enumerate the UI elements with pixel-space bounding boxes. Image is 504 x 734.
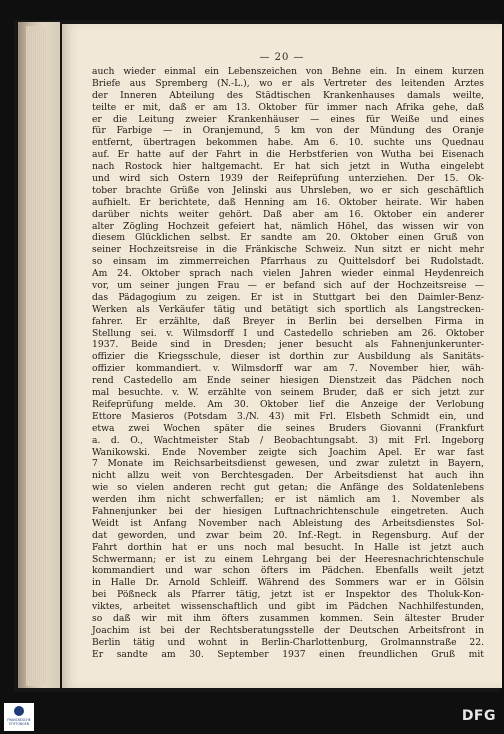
text-line: Reifeprüfung melde. Am 30. Oktober lief die Anzeige der Verlobung bbox=[92, 398, 484, 410]
text-line: 7 Monate im Reichsarbeitsdienst gewesen, und zwar zuletzt in Bayern, bbox=[92, 458, 484, 470]
text-line: 1937. Beide sind in Dresden; jener besucht als Fahnenjunkerunter- bbox=[92, 339, 484, 351]
logo-emblem-icon bbox=[14, 706, 24, 716]
text-line: Ettore Masieros (Potsdam 3./N. 43) mit Frl. Elsbeth Schmidt ein, und bbox=[92, 410, 484, 422]
text-line: und wird sich Ostern 1939 der Reifeprüfung unterziehen. Der 15. Ok- bbox=[92, 173, 484, 185]
text-line: so einsam im zimmerreichen Pfarrhaus zu Quittelsdorf bei Rudolstadt. bbox=[92, 256, 484, 268]
text-line: mal besuchte. v. W. erzählte von seinem Bruder, daß er sich jetzt zur bbox=[92, 387, 484, 399]
text-line: Er sandte am 30. September 1937 einen freundlichen Gruß mit bbox=[92, 648, 484, 660]
text-line: Schwermann; er ist zu einem Lehrgang bei der Heeresnachrichtenschule bbox=[92, 553, 484, 565]
text-line: Werken als Verkäufer tätig und betätigt sich sportlich als Langstrecken- bbox=[92, 303, 484, 315]
text-line: alter Zögling Hochzeit gefeiert hat, nämlich Höhel, das wissen wir von bbox=[92, 220, 484, 232]
text-line: rend Castedello am Ende seiner hiesigen Dienstzeit das Pädchen noch bbox=[92, 375, 484, 387]
text-line: fahrer. Er erzählte, daß Breyer in Berlin bei derselben Firma in bbox=[92, 315, 484, 327]
text-line: das Pädagogium zu zeigen. Er ist in Stuttgart bei den Daimler-Benz- bbox=[92, 291, 484, 303]
text-line: Wanikowski. Ende November zeigte sich Joachim Apel. Er war fast bbox=[92, 446, 484, 458]
text-line: darüber nichts weiter gehört. Daß aber am 16. Oktober ein anderer bbox=[92, 208, 484, 220]
logo-text-line2: STIFTUNGEN bbox=[8, 722, 30, 726]
text-line: tober brachte Grüße von Jelinski aus Uhrsleben, wo er sich geschäftlich bbox=[92, 184, 484, 196]
text-line: kommandiert und war schon öfters im Pädchen. Ebenfalls weilt jetzt bbox=[92, 565, 484, 577]
text-line: Joachim ist bei der Rechtsberatungsstelle der Deutschen Arbeitsfront in bbox=[92, 624, 484, 636]
page-number: — 20 — bbox=[259, 52, 305, 63]
text-line: dat geworden, und zwar beim 20. Inf.-Regt. in Regensburg. Auf der bbox=[92, 529, 484, 541]
text-line: etwa zwei Wochen später die seines Bruders Giovanni (Frankfurt bbox=[92, 422, 484, 434]
text-line: diesem Glücklichen selbst. Er sandte am 20. Oktober einen Gruß von bbox=[92, 232, 484, 244]
text-line: er die Leitung zweier Krankenhäuser — eines für Weiße und eines bbox=[92, 113, 484, 125]
text-line: bei Pößneck als Pfarrer tätig, jetzt ist er Inspektor des Tholuk-Kon- bbox=[92, 589, 484, 601]
text-line: offizier die Kriegsschule, dieser ist dorthin zur Ausbildung als Sanitäts- bbox=[92, 351, 484, 363]
text-line: Fahnenjunker bei der hiesigen Luftnachrichtenschule eingetreten. Auch bbox=[92, 505, 484, 517]
text-line: auch wieder einmal ein Lebenszeichen von Behne ein. In einem kurzen bbox=[92, 66, 484, 77]
page-edges bbox=[26, 26, 46, 686]
text-line: nach Rostock hier haltgemacht. Er hat sich jetzt in Wutha eingelebt bbox=[92, 161, 484, 173]
text-line: seiner Hochzeitsreise in die Fränkische Schweiz. Nun sitzt er nicht mehr bbox=[92, 244, 484, 256]
page-body-text bbox=[92, 66, 484, 660]
text-line: Fahrt dorthin hat er uns noch mal besucht. In Halle ist jetzt auch bbox=[92, 541, 484, 553]
text-line: entfernt, übertragen bekommen habe. Am 6. 10. suchte uns Quednau bbox=[92, 137, 484, 149]
text-line: wie so vielen anderen recht gut getan; die Anfänge des Soldatenlebens bbox=[92, 482, 484, 494]
text-line: auf. Er hatte auf der Fahrt in die Herbstferien von Wutha bei Eisenach bbox=[92, 149, 484, 161]
text-line: Weidt ist Anfang November nach Ableistung des Arbeitsdienstes Sol- bbox=[92, 517, 484, 529]
text-line: Am 24. Oktober sprach nach vielen Jahren wieder einmal Heydenreich bbox=[92, 268, 484, 280]
text-line: offizier kommandiert. v. Wilmsdorff war am 7. November hier, wäh- bbox=[92, 363, 484, 375]
viewer-footer bbox=[0, 702, 504, 734]
text-line: a. d. O., Wachtmeister Stab / Beobachtungsabt. 3) mit Frl. Ingeborg bbox=[92, 434, 484, 446]
text-line: so daß wir mit ihm öfters zusammen kommen. Sein ältester Bruder bbox=[92, 612, 484, 624]
text-line: aufhielt. Er berichtete, daß Henning am 16. Oktober heirate. Wir haben bbox=[92, 196, 484, 208]
dfg-logo[interactable]: DFG bbox=[461, 708, 496, 724]
text-line: viktes, arbeitet wissenschaftlich und gibt im Pädchen Nachhilfestunden, bbox=[92, 601, 484, 613]
franckesche-stiftungen-logo[interactable] bbox=[4, 703, 34, 731]
text-line: nicht allzu weit von Berchtesgaden. Der Arbeitsdienst hat auch ihn bbox=[92, 470, 484, 482]
text-line: der Inneren Abteilung des Städtischen Krankenhauses damals weilte, bbox=[92, 89, 484, 101]
text-line: teilte er mit, daß er am 13. Oktober für immer nach Afrika gehe, daß bbox=[92, 101, 484, 113]
text-line: werden ihm nicht schwerfallen; er ist nämlich am 1. November als bbox=[92, 494, 484, 506]
text-line: Berlin tätig und wohnt in Berlin-Charlottenburg, Grolmannstraße 22. bbox=[92, 636, 484, 648]
text-line: vor, um seiner jungen Frau — er befand sich auf der Hochzeitsreise — bbox=[92, 280, 484, 292]
text-line: für Farbige — in Oranjemund, 5 km von der Mündung des Oranje bbox=[92, 125, 484, 137]
text-line: Stellung sei. v. Wilmsdorff I und Castedello schrieben am 26. Oktober bbox=[92, 327, 484, 339]
text-line: Briefe aus Spremberg (N.-L.), wo er als Vertreter des leitenden Arztes bbox=[92, 77, 484, 89]
logo-text-line1: FRANCKESCHE bbox=[7, 718, 31, 722]
text-line: in Halle Dr. Arnold Schleiff. Während des Sommers war er in Gölsin bbox=[92, 577, 484, 589]
